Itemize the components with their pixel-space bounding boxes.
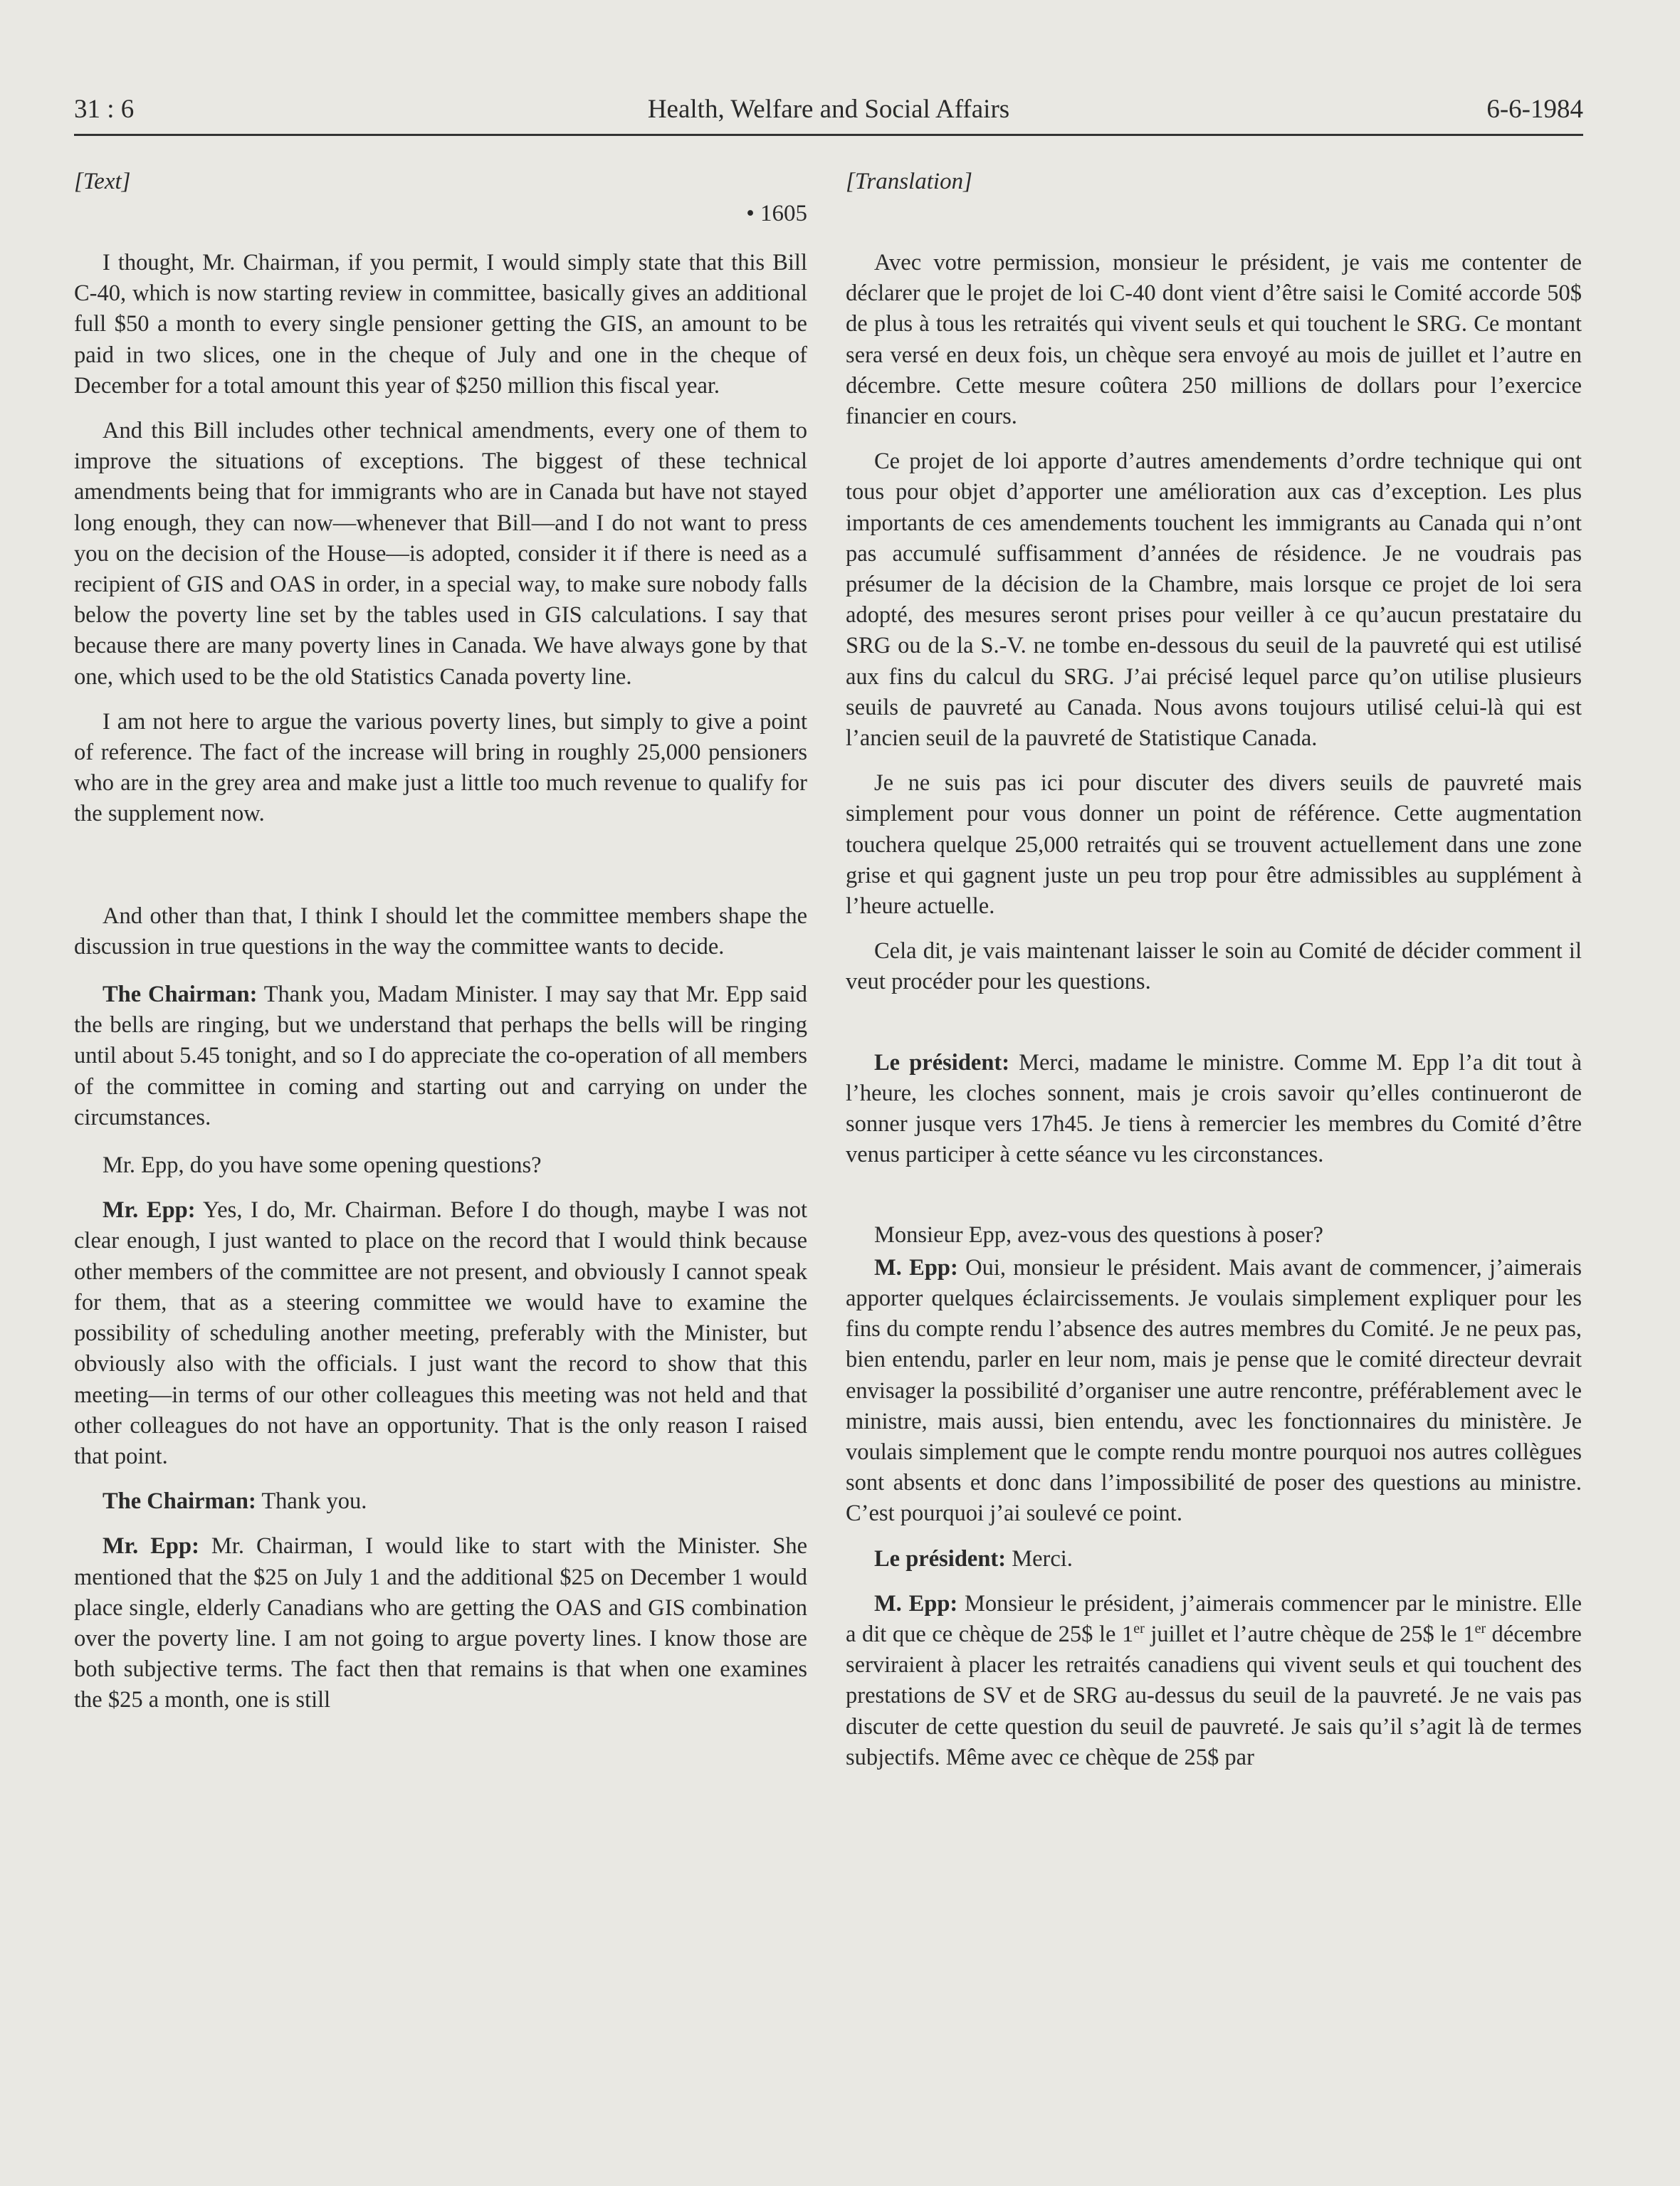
paragraph: Avec votre permission, monsieur le président, je vais me contenter de déclarer que le projet de loi C-40 dont vient d’être saisi le Comité accorde 50$ de plus à tous les retraités qui vivent seuls et qui touchent le SRG. Ce montant sera versé en deux fois, un chèque sera envoyé au mois de juillet et l’autre en décembre. Cette mesure coûtera 250 millions de dollars pour l’exercice financier en cours. [846,250,1582,430]
president-remark: Le président: Merci, madame le ministre. Comme M. Epp l’a dit tout à l’heure, les cloches sonnent, mais je crois savoir qu’elles continueront de sonner jusque vers 17h45. Je tiens à remercier les membres du Comité d’être venus participer à cette séance vu les circonstances. [846,1049,1582,1168]
paragraph: And this Bill includes other technical amendments, every one of them to improve the situations of exceptions. The biggest of these technical amendments being that for immigrants who are in Canada but have not stayed long enough, they can now—whenever that Bill—and I do not want to press you on the decision of the House—is adopted, consider it if there is need as a recipient of GIS and OAS in order, in a special way, to make sure nobody falls below the poverty line set by the tables used in GIS calculations. I say that because there are many poverty lines in Canada. We have always gone by that one, which used to be the old Statistics Canada poverty line. [74,418,807,690]
text-label: [Text] [74,169,131,194]
epp-question: Mr. Epp: Mr. Chairman, I would like to start with the Minister. She mentioned that the $25 on July 1 and the additional $25 on December 1 would place single, elderly Canadians who are getting the OAS and GIS combination over the poverty line. I am not going to argue poverty lines. I know those are both subjective terms. The fact then that remains is that when one examines the $25 a month, one is still [74,1533,807,1713]
epp-remark: Mr. Epp: Yes, I do, Mr. Chairman. Before I do though, maybe I was not clear enough, I just wanted to place on the record that I would think because other members of the committee are not present, and obviously I cannot speak for them, that as a steering committee we would have to examine the possibility of scheduling another meeting, preferably with the Minister, but obviously also with the officials. I just want the record to show that this meeting—in terms of our other colleagues this meeting was not held and that other colleagues do not have an opportunity. That is the only reason I raised that point. [74,1197,807,1469]
speaker-name: The Chairman: [103,982,258,1008]
chairman-thanks: The Chairman: Thank you. [103,1488,367,1515]
speaker-name: M. Epp: [874,1590,958,1617]
speaker-name: Le président: [874,1545,1007,1572]
chairman-question: Mr. Epp, do you have some opening questions? [103,1152,542,1179]
speaker-name: Mr. Epp: [103,1533,199,1560]
translation-label: [Translation] [846,169,972,194]
speaker-name: Mr. Epp: [103,1197,196,1224]
paragraph: I am not here to argue the various poverty lines, but simply to give a point of reference. The fact of the increase will bring in roughly 25,000 pensioners who are in the grey area and make just a little too much revenue to qualify for the supplement now. [74,708,807,827]
time-stamp: • 1605 [746,201,807,226]
running-header [74,91,1583,136]
speaker-name: Le président: [874,1049,1010,1076]
epp-question: M. Epp: Monsieur le président, j’aimerais commencer par le ministre. Elle a dit que ce chèque de 25$ le 1er juillet et l’autre chèque de 25$ le 1er décembre serviraient à placer les retraités canadiens qui vivent seuls et qui touchent des prestations de SV et de SRG au-dessus du seuil de la pauvreté. Je ne vais pas discuter de cette question du seuil de pauvreté. Je sais qu’il s’agit là de termes subjectifs. Même avec ce chèque de 25$ par [846,1590,1582,1770]
french-column [846,165,1582,1773]
epp-remark: M. Epp: Oui, monsieur le président. Mais avant de commencer, j’aimerais apporter quelques éclaircissements. Je voulais simplement expliquer pour les fins du compte rendu l’absence des autres membres du Comité. Je ne peux pas, bien entendu, parler en leur nom, mais je pense que le comité directeur devrait envisager la possibilité d’organiser une autre rencontre, préférablement avec le ministre, mais aussi, bien entendu, avec les fonctionnaires du ministère. Je voulais simplement que le compte rendu montre pourquoi nos autres collègues sont absents et donc dans l’impossibilité de poser des questions au ministre. C’est pourquoi j’ai soulevé ce point. [846,1254,1582,1527]
president-question: Monsieur Epp, avez-vous des questions à poser? [874,1222,1323,1249]
paragraph: And other than that, I think I should let the committee members shape the discussion in true questions in the way the committee wants to decide. [74,903,807,960]
paragraph: Je ne suis pas ici pour discuter des divers seuils de pauvreté mais simplement pour vous donner un point de référence. Cette augmentation touchera quelque 25,000 retraités qui se trouvent actuellement dans une zone grise et qui gagnent juste un peu trop pour être admissibles au supplément à l’heure actuelle. [846,770,1582,920]
page-number: 31 : 6 [74,95,135,124]
paragraph: Cela dit, je vais maintenant laisser le soin au Comité de décider comment il veut procéder pour les questions. [846,938,1582,995]
publication-title: Health, Welfare and Social Affairs [647,95,1010,124]
president-thanks: Le président: Merci. [874,1545,1073,1572]
speaker-name: M. Epp: [874,1254,958,1281]
speaker-name: The Chairman: [103,1488,256,1515]
chairman-remark: The Chairman: Thank you, Madam Minister. I may say that Mr. Epp said the bells are ringing, but we understand that perhaps the bells will be ringing until about 5.45 tonight, and so I do appreciate the co-operation of all members of the committee in coming and starting out and carrying on under the circumstances. [74,982,807,1130]
paragraph: Ce projet de loi apporte d’autres amendements d’ordre technique qui ont tous pour objet d’apporter une amélioration aux cas d’exception. Les plus importants de ces amendements touchent les immigrants au Canada qui n’ont pas accumulé suffisamment d’années de résidence. Je ne voudrais pas présumer de la décision de la Chambre, mais lorsque ce projet de loi sera adopté, des mesures seront prises pour veiller à ce qu’aucun prestataire du SRG ou de la S.-V. ne tombe en-dessous du seuil de la pauvreté qui est utilisé aux fins du calcul du SRG. J’ai précisé lequel parce qu’on utilise plusieurs seuils de pauvreté au Canada. Nous avons toujours utilisé celui-là qui est l’ancien seuil de la pauvreté de Statistique Canada. [846,448,1582,752]
paragraph: I thought, Mr. Chairman, if you permit, I would simply state that this Bill C-40, which is now starting review in committee, basically gives an additional full $50 a month to every single pensioner getting the GIS, an amount to be paid in two slices, one in the cheque of July and one in the cheque of December for a total amount this year of $250 million this fiscal year. [74,250,807,399]
english-column [74,165,807,1716]
sitting-date: 6-6-1984 [1486,95,1583,124]
